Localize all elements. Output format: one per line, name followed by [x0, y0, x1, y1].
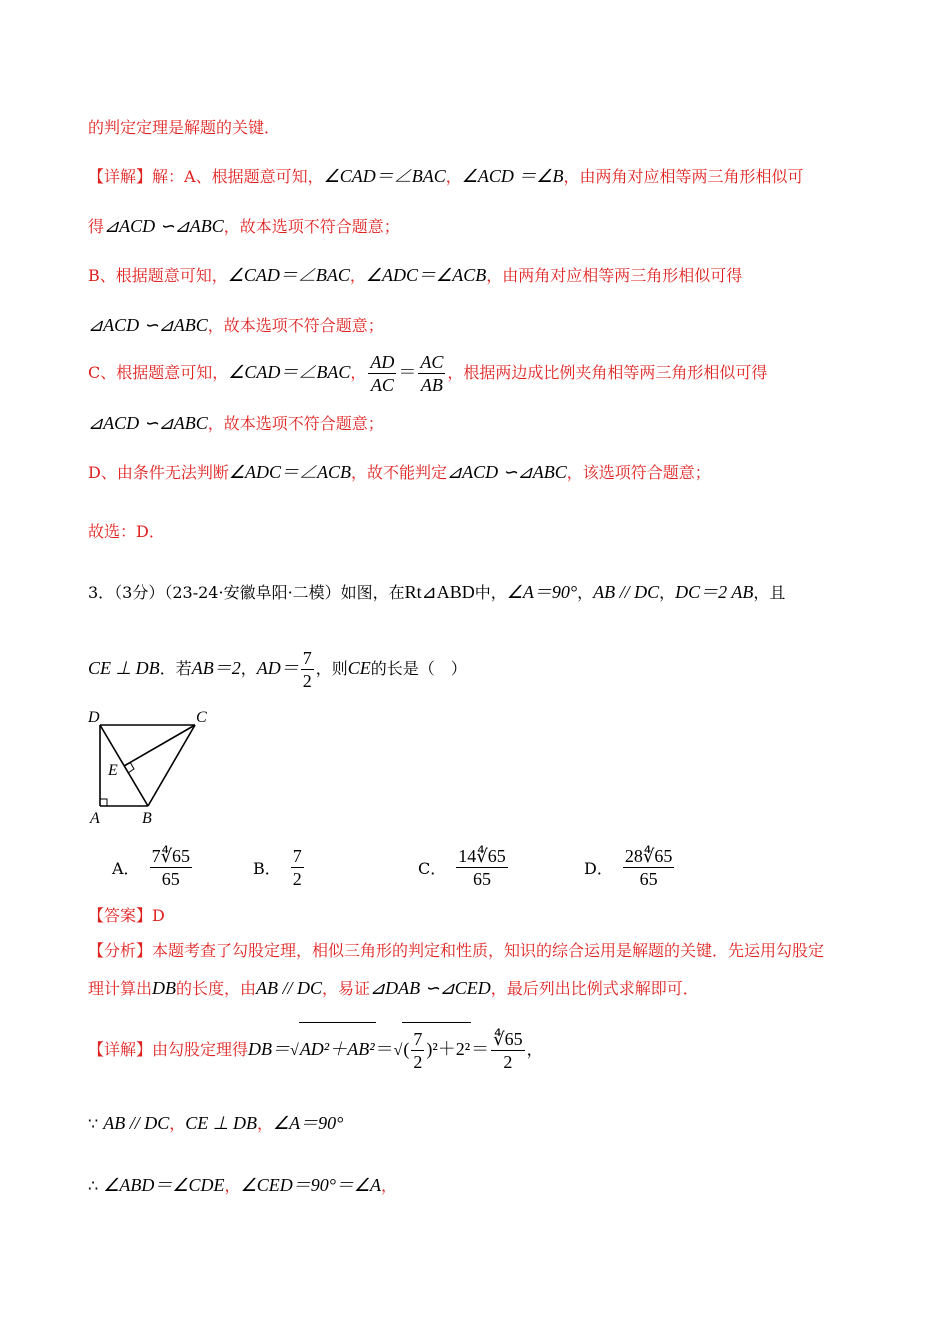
option-a[interactable]: [112, 845, 194, 890]
analysis-text: 本题考查了勾股定理，相似三角形的判定和性质，知识的综合运用是解题的关键．先运用勾股定: [152, 941, 825, 960]
text-line: [88, 118, 280, 138]
math: ∠CAD＝∠BAC: [227, 265, 350, 285]
text: B、根据题意可知，: [88, 266, 228, 285]
text: 由勾股定理得: [152, 1040, 249, 1059]
option-value: $\frac{7}{2}$: [292, 846, 302, 889]
text: C、根据题意可知，: [88, 363, 229, 382]
text: ，: [526, 1040, 543, 1059]
option-c-line: C、根据题意可知，∠CAD＝∠BAC， $\frac{AD}{AC}$ ＝ $\frac{AC}{AB}$ ，根据两边成比例夹角相等两三角形相似可得: [88, 352, 768, 395]
because-icon: ∵: [88, 1114, 99, 1133]
fraction: $\frac{∜65}{2}$: [493, 1029, 523, 1072]
math: ＝: [471, 1039, 490, 1059]
radicand: AD²＋AB²: [299, 1022, 376, 1075]
text: 中，: [474, 583, 507, 602]
text: ，根据两边成比例夹角相等两三角形相似可得: [447, 363, 768, 382]
analysis-line2: [88, 978, 699, 999]
label-e: E: [108, 762, 118, 779]
because-line: ∵ AB // DC，CE ⊥ DB，∠A＝90°: [88, 1113, 344, 1133]
answer-tag: 【答案】: [88, 906, 153, 925]
radicand: ( $\frac{7}{2}$ )²＋2²: [402, 1022, 471, 1076]
fraction: $\frac{AD}{AC}$: [370, 352, 395, 395]
analysis-tag: 【分析】: [88, 941, 153, 960]
math: ⊿ACD ∽⊿ABC: [88, 315, 208, 335]
therefore-icon: ∴: [88, 1176, 99, 1195]
math: ∠ADC＝∠ACB: [228, 462, 351, 482]
text: ，由两角对应相等两三角形相似可: [563, 167, 804, 186]
detail-line-a: 【详解】解：A、根据题意可知，∠CAD＝∠BAC，∠ACD ＝∠B，由两角对应相等两三角形相似可: [88, 166, 804, 186]
text: D、由条件无法判断: [88, 463, 229, 482]
math: ∠CED＝90°＝∠A: [240, 1175, 382, 1195]
segment-ce: [124, 725, 195, 766]
text: ，由两角对应相等两三角形相似可得: [486, 266, 743, 285]
text: ，且: [753, 583, 786, 602]
label-a: A: [90, 810, 100, 827]
question-3-line2: CE ⊥ DB．若AB＝2，AD＝ $\frac{7}{2}$ ，则CE的长是（ ）: [88, 648, 467, 691]
math: ⊿ACD ∽⊿ABC: [104, 216, 224, 236]
text: ，: [381, 1176, 398, 1195]
option-b-line: B、根据题意可知，∠CAD＝∠BAC，∠ADC＝∠ACB，由两角对应相等两三角形相似可得: [88, 265, 743, 285]
choice-line: [88, 522, 165, 542]
math: ∠CAD＝∠BAC: [323, 166, 446, 186]
math: ∠ABD＝∠CDE: [103, 1175, 225, 1195]
option-label: D．: [584, 859, 613, 878]
choice-text: 故选：D．: [88, 522, 165, 541]
label-b: B: [142, 810, 152, 827]
math: ∠ACD ＝∠B: [461, 166, 564, 186]
text: ，故不能判定: [350, 463, 447, 482]
text: ，故本选项不符合题意；: [207, 316, 384, 335]
conclusion-text: 的判定定理是解题的关键．: [88, 118, 281, 137]
math: AB // DC: [593, 582, 660, 602]
detail-tag: 【详解】: [88, 1040, 153, 1059]
option-d-line: [88, 462, 711, 483]
therefore-line: ∴ ∠ABD＝∠CDE，∠CED＝90°＝∠A，: [88, 1175, 398, 1195]
segment-bc: [148, 725, 195, 806]
option-label: A．: [112, 859, 140, 878]
answer-line: [88, 906, 165, 926]
text: 解：A、根据题意可知，: [152, 167, 324, 186]
label-d: D: [88, 709, 100, 726]
geometry-figure: [80, 700, 230, 830]
question-3: 3．（3分）（23-24·安徽阜阳·二模）如图，在Rt⊿ABD中，∠A＝90°，AB // DC，DC＝2 AB，且: [88, 582, 786, 602]
text: 的长度，由: [176, 979, 257, 998]
text: ，故本选项不符合题意；: [207, 414, 384, 433]
math: ⊿DAB ∽⊿CED: [370, 978, 491, 998]
text: ，易证: [322, 979, 371, 998]
math: AB // DC: [256, 978, 323, 998]
analysis-line1: [88, 941, 824, 961]
math: ∠CAD＝∠BAC: [228, 362, 351, 382]
answer-value: D: [152, 906, 165, 925]
text: ，故本选项不符合题意；: [223, 217, 400, 236]
math: DB＝: [248, 1039, 291, 1059]
option-d[interactable]: [584, 845, 676, 890]
math: ∠A＝90°: [273, 1113, 344, 1133]
option-value: $\frac{7∜65}{65}$: [151, 846, 191, 889]
text: ，最后列出比例式求解即可．: [490, 979, 699, 998]
text: ，该选项符合题意；: [566, 463, 711, 482]
math: ＝: [375, 1039, 394, 1059]
math: AD＝: [256, 658, 299, 678]
text: 理计算出: [88, 979, 153, 998]
option-label: B．: [253, 859, 281, 878]
math: ∠ADC＝∠ACB: [365, 265, 487, 285]
text: 得: [88, 217, 105, 236]
option-label: C．: [418, 859, 447, 878]
sqrt-icon: √: [393, 1042, 403, 1059]
text: 的长是（ ）: [370, 659, 467, 678]
fraction: $\frac{7}{2}$: [413, 1029, 423, 1072]
math: DB: [152, 978, 177, 998]
math: Rt⊿ABD: [404, 582, 475, 602]
text-line: [88, 216, 400, 237]
right-angle-a: [100, 799, 107, 806]
fraction: $\frac{AC}{AB}$: [420, 352, 444, 395]
option-b[interactable]: [253, 845, 306, 890]
math: CE ⊥ DB: [185, 1113, 257, 1133]
option-value: $\frac{28∜65}{65}$: [624, 846, 673, 889]
math: AB＝2: [191, 658, 241, 678]
text: ，则: [315, 659, 348, 678]
math: ⊿ACD ∽⊿ABC: [88, 413, 208, 433]
text-line: [88, 413, 384, 434]
math: DC＝2 AB: [675, 582, 754, 602]
math: ∠A＝90°: [506, 582, 578, 602]
label-c: C: [196, 709, 207, 726]
fraction: $\frac{7}{2}$: [302, 648, 312, 691]
math: ⊿ACD ∽⊿ABC: [447, 462, 567, 482]
text: ．若: [159, 659, 192, 678]
math: CE: [347, 658, 371, 678]
text-line: [88, 315, 384, 336]
question-prefix: 3．（3分）（23-24·安徽阜阳·二模）如图，在: [88, 583, 405, 602]
detail-line: [88, 1022, 543, 1077]
detail-tag: 【详解】: [88, 167, 153, 186]
math: CE ⊥ DB: [88, 658, 160, 678]
math: AB // DC: [103, 1113, 170, 1133]
option-c[interactable]: [418, 845, 510, 890]
sqrt-icon: √: [290, 1042, 299, 1059]
option-value: $\frac{14∜65}{65}$: [458, 846, 506, 889]
